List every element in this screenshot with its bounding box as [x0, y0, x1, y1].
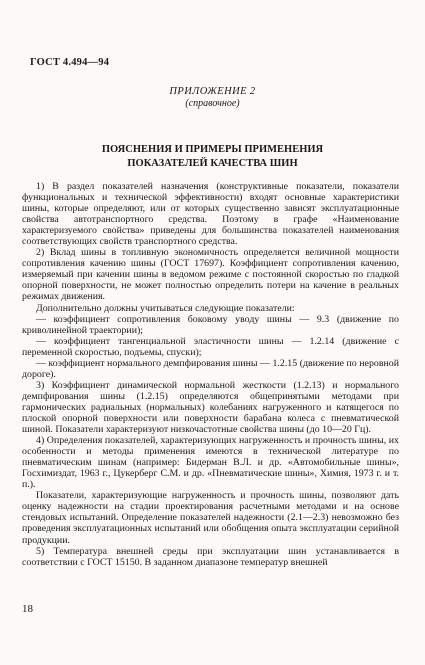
body-text [22, 181, 399, 568]
list-item: — коэффициент нормального демпфирования шины — 1.2.15 (движение по неровной дороге). [22, 357, 399, 380]
list-item: — коэффициент сопротивления боковому уводу шины — 9.3 (движение по криволинейной траектории); [22, 313, 399, 336]
standard-header: ГОСТ 4.494—94 [30, 57, 110, 68]
paragraph: 4) Определения показателей, характеризующих нагруженность и прочность шины, их особенности и методы применения имеются в технической литературе по пневматическим шинам (например: Бидерман В.Л. и др. «Автомобильные шины», Госхимиздат, 1963 г., Цукерберг С.М. и др. «Пневматические шины», Химия, 1973 г. и т. п.). [22, 435, 399, 491]
section-title-line-2: ПОКАЗАТЕЛЕЙ КАЧЕСТВА ШИН [127, 157, 298, 169]
paragraph: 5) Температура внешней среды при эксплуатации шин устанавливается в соответствии с ГОСТ 15150. В заданном диапазоне температур внешней [22, 545, 399, 568]
paragraph: 3) Коэффициент динамической нормальной жесткости (1.2.13) и нормального демпфирования шины (1.2.15) определяются общепринятыми методами при гармонических радиальных (нормальных) колебаниях нагруженного и катящегося по плоской опорной поверхности или поверхности барабана колеса с пневматической шиной. Показатели характеризуют низкочастотные свойства шины (до 10—20 Гц). [22, 379, 399, 436]
page-number: 18 [22, 603, 33, 615]
paragraph: Дополнительно должны учитываться следующие показатели: [36, 302, 295, 314]
appendix-title: ПРИЛОЖЕНИЕ 2 [169, 86, 256, 97]
paragraph: 1) В раздел показателей назначения (конструктивные показатели, показатели функциональных и технической эффективности) входят основные характеристики шины, которые определяют, или от которых существенно зависят эксплуатационные свойства автотранспортного средства. Поэтому в графе «Наименование характеризуемого свойства» приведены для большинства показателей наименования соответствующих свойств транспортного средства. [22, 181, 399, 248]
section-title [0, 143, 425, 170]
paragraph: 2) Вклад шины в топливную экономичность определяется величиной мощности сопротивления качению шины (ГОСТ 17697). Коэффициент сопротивления качению, измеряемый при качении шины в ведомом режиме с постоянной скоростью по гладкой опорной поверхности, не может полностью определить потери на качение в реальных режимах движения. [22, 247, 399, 303]
list-item: — коэффициент тангенциальной эластичности шины — 1.2.14 (движение с переменной скоростью, подъемы, спуски); [22, 335, 399, 358]
paragraph: Показатели, характеризующие нагруженность и прочность шины, позволяют дать оценку надежности на стадии проектирования расчетными методами и на основе стендовых испытаний. Определение показателей надежности (2.1—2.3) невозможно без проведения эксплуатационных испытаний или обобщения опыта эксплуатации серийной продукции. [22, 490, 399, 546]
appendix-note: (справочное) [185, 98, 240, 109]
section-title-line-1: ПОЯСНЕНИЯ И ПРИМЕРЫ ПРИМЕНЕНИЯ [101, 144, 324, 155]
